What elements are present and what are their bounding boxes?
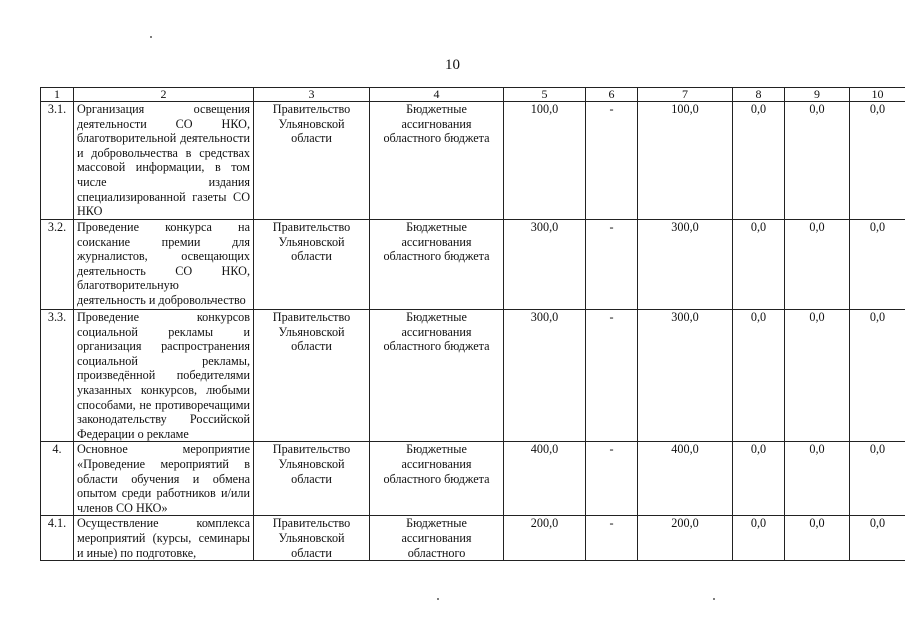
item-description: Проведение конкурса на соискание премии для журналистов, освещающих деятельность СО НКО, благотворительную деятельность и добровольчество: [74, 220, 254, 310]
item-value-col5: 200,0: [504, 516, 586, 561]
item-value-col6: -: [586, 310, 638, 442]
scan-speck: [437, 598, 439, 600]
item-value-col7: 100,0: [638, 102, 733, 220]
column-header: 2: [74, 88, 254, 102]
item-number: 3.1.: [41, 102, 74, 220]
item-value-col6: -: [586, 220, 638, 310]
item-value-col9: 0,0: [785, 516, 850, 561]
scan-speck: [150, 36, 152, 38]
item-value-col10: 0,0: [850, 102, 905, 220]
item-value-col6: -: [586, 516, 638, 561]
item-funding-source: Бюджетные ассигнования областного бюджета: [370, 102, 504, 220]
table-row: [41, 220, 905, 310]
table-row: [41, 102, 905, 220]
item-funding-source: Бюджетные ассигнования областного бюджета: [370, 310, 504, 442]
item-value-col8: 0,0: [733, 442, 785, 516]
table-row: [41, 310, 905, 442]
item-value-col9: 0,0: [785, 442, 850, 516]
item-value-col9: 0,0: [785, 102, 850, 220]
item-description: Основное мероприятие «Проведение мероприятий в области обучения и обмена опытом среди работников и/или членов СО НКО»: [74, 442, 254, 516]
item-value-col10: 0,0: [850, 220, 905, 310]
column-header: 6: [586, 88, 638, 102]
item-value-col5: 300,0: [504, 310, 586, 442]
item-value-col7: 300,0: [638, 310, 733, 442]
item-value-col8: 0,0: [733, 516, 785, 561]
item-funding-source: Бюджетные ассигнования областного бюджета: [370, 442, 504, 516]
item-description: Организация освещения деятельности СО НКО, благотворительной деятельности и добровольчества в средствах массовой информации, в том числе издания специализированной газеты СО НКО: [74, 102, 254, 220]
item-funding-source: Бюджетные ассигнования областного: [370, 516, 504, 561]
column-header: 8: [733, 88, 785, 102]
item-value-col6: -: [586, 442, 638, 516]
scan-speck: [713, 598, 715, 600]
table-row: [41, 442, 905, 516]
item-number: 3.3.: [41, 310, 74, 442]
column-header: 10: [850, 88, 905, 102]
column-header: 4: [370, 88, 504, 102]
item-executor: Правительство Ульяновской области: [254, 220, 370, 310]
column-header: 9: [785, 88, 850, 102]
item-value-col5: 100,0: [504, 102, 586, 220]
item-value-col8: 0,0: [733, 310, 785, 442]
budget-table: [40, 87, 905, 561]
column-number-row: [41, 88, 905, 102]
item-number: 3.2.: [41, 220, 74, 310]
item-value-col5: 400,0: [504, 442, 586, 516]
item-value-col9: 0,0: [785, 220, 850, 310]
item-value-col6: -: [586, 102, 638, 220]
item-value-col9: 0,0: [785, 310, 850, 442]
table-row: [41, 516, 905, 561]
item-value-col8: 0,0: [733, 220, 785, 310]
item-executor: Правительство Ульяновской области: [254, 310, 370, 442]
item-executor: Правительство Ульяновской области: [254, 442, 370, 516]
item-value-col7: 200,0: [638, 516, 733, 561]
item-number: 4.: [41, 442, 74, 516]
column-header: 5: [504, 88, 586, 102]
item-description: Проведение конкурсов социальной рекламы и организация распространения социальной рекламы, произведённой победителями указанных конкурсов, любыми способами, не противоречащими законодательству Российской Федерации о рекламе: [74, 310, 254, 442]
item-value-col10: 0,0: [850, 310, 905, 442]
item-executor: Правительство Ульяновской области: [254, 102, 370, 220]
item-funding-source: Бюджетные ассигнования областного бюджета: [370, 220, 504, 310]
item-value-col10: 0,0: [850, 516, 905, 561]
item-value-col7: 300,0: [638, 220, 733, 310]
item-value-col5: 300,0: [504, 220, 586, 310]
column-header: 1: [41, 88, 74, 102]
item-number: 4.1.: [41, 516, 74, 561]
item-executor: Правительство Ульяновской области: [254, 516, 370, 561]
item-value-col7: 400,0: [638, 442, 733, 516]
page-number: 10: [445, 57, 460, 73]
item-value-col10: 0,0: [850, 442, 905, 516]
item-value-col8: 0,0: [733, 102, 785, 220]
item-description: Осуществление комплекса мероприятий (курсы, семинары и иные) по подготовке,: [74, 516, 254, 561]
column-header: 7: [638, 88, 733, 102]
column-header: 3: [254, 88, 370, 102]
